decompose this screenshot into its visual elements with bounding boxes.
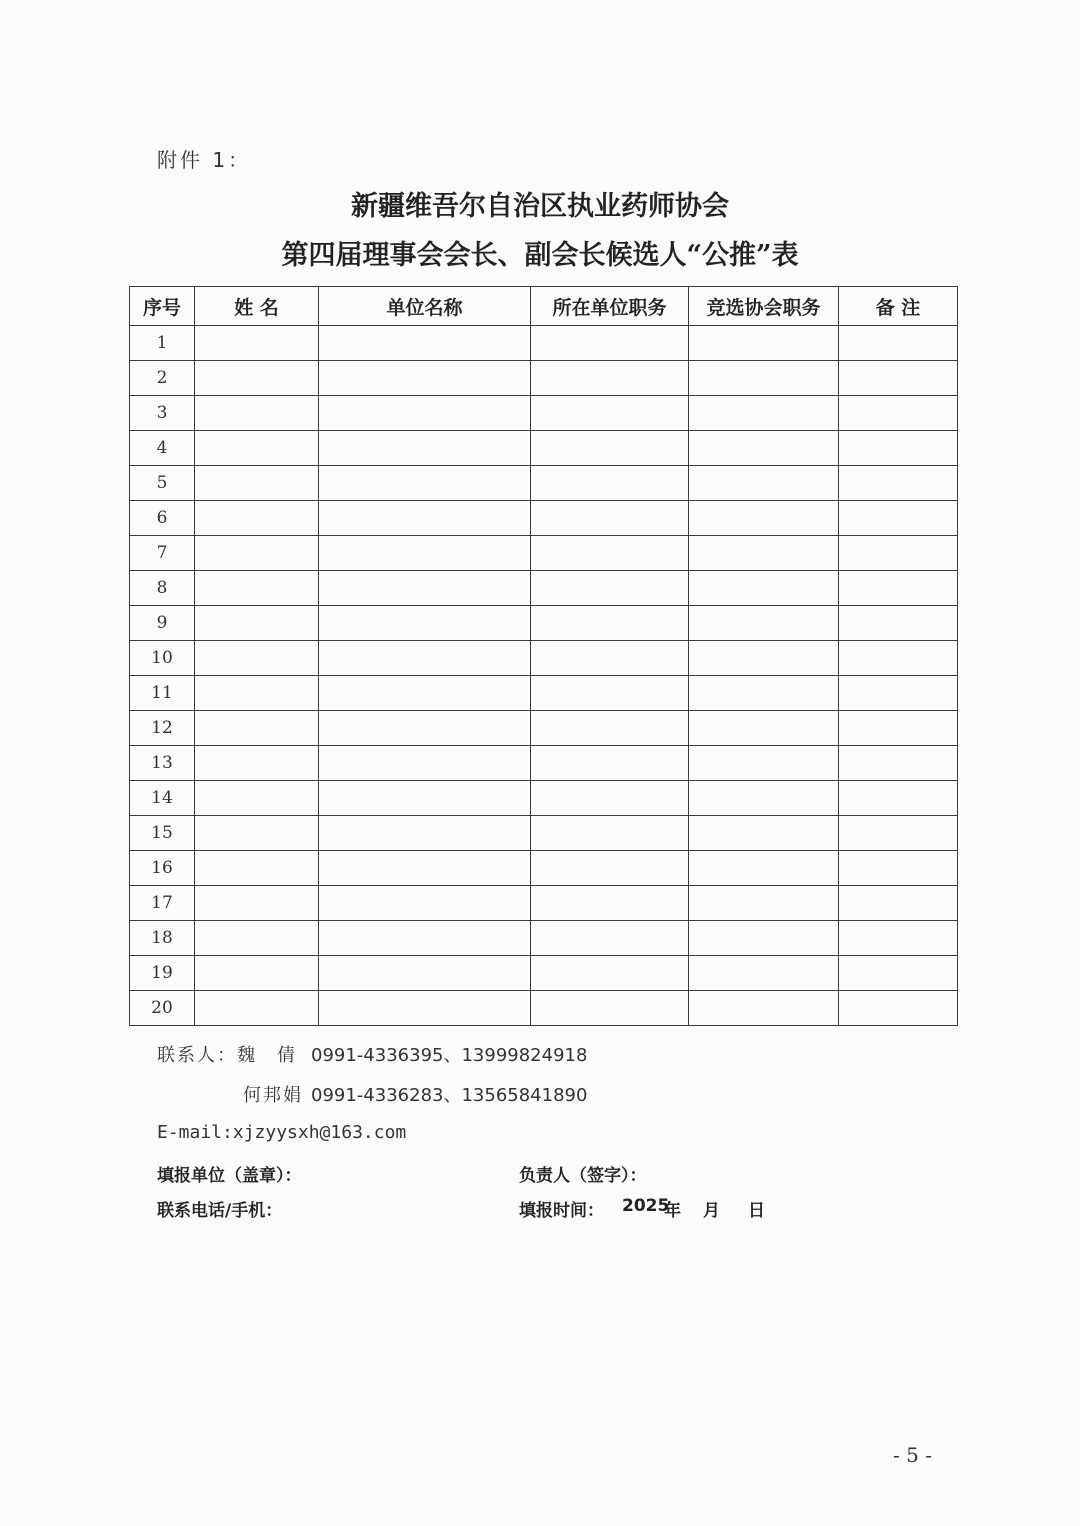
table-row	[130, 571, 958, 606]
name-cell[interactable]	[195, 746, 319, 781]
association-position-cell[interactable]	[689, 781, 839, 816]
row-serial-number: 15	[130, 816, 195, 851]
unit-position-cell[interactable]	[531, 361, 689, 396]
remarks-cell[interactable]	[839, 396, 958, 431]
unit-name-cell[interactable]	[319, 781, 531, 816]
table-row	[130, 326, 958, 361]
unit-name-cell[interactable]	[319, 536, 531, 571]
row-serial-number: 5	[130, 466, 195, 501]
association-position-cell[interactable]	[689, 956, 839, 991]
table-row	[130, 921, 958, 956]
table-header-row	[130, 287, 958, 326]
table-row	[130, 431, 958, 466]
unit-name-cell[interactable]	[319, 676, 531, 711]
association-position-cell[interactable]	[689, 711, 839, 746]
unit-position-cell[interactable]	[531, 746, 689, 781]
unit-name-cell[interactable]	[319, 921, 531, 956]
table-row	[130, 886, 958, 921]
row-serial-number: 7	[130, 536, 195, 571]
reporting-year-value: 2025	[622, 1196, 670, 1216]
association-position-cell[interactable]	[689, 536, 839, 571]
name-cell[interactable]	[195, 991, 319, 1026]
association-position-cell[interactable]	[689, 886, 839, 921]
row-serial-number: 18	[130, 921, 195, 956]
table-row	[130, 606, 958, 641]
remarks-cell[interactable]	[839, 606, 958, 641]
unit-name-cell[interactable]	[319, 746, 531, 781]
unit-position-cell[interactable]	[531, 921, 689, 956]
name-cell[interactable]	[195, 501, 319, 536]
name-cell[interactable]	[195, 816, 319, 851]
attachment-label: 附件 1：	[157, 148, 252, 172]
remarks-cell[interactable]	[839, 816, 958, 851]
row-serial-number: 4	[130, 431, 195, 466]
unit-position-cell[interactable]	[531, 676, 689, 711]
row-serial-number: 19	[130, 956, 195, 991]
unit-name-cell[interactable]	[319, 641, 531, 676]
table-row	[130, 466, 958, 501]
header-unit-position: 所在单位职务	[531, 287, 689, 326]
header-association-position: 竞选协会职务	[689, 287, 839, 326]
remarks-cell[interactable]	[839, 991, 958, 1026]
row-serial-number: 17	[130, 886, 195, 921]
remarks-cell[interactable]	[839, 361, 958, 396]
table-row	[130, 746, 958, 781]
unit-position-cell[interactable]	[531, 606, 689, 641]
table-row	[130, 991, 958, 1026]
name-cell[interactable]	[195, 921, 319, 956]
unit-name-cell[interactable]	[319, 816, 531, 851]
association-position-cell[interactable]	[689, 921, 839, 956]
remarks-cell[interactable]	[839, 641, 958, 676]
header-unit-name: 单位名称	[319, 287, 531, 326]
remarks-cell[interactable]	[839, 851, 958, 886]
contact-person-2-phones: 0991-4336283、13565841890	[311, 1085, 588, 1106]
association-position-cell[interactable]	[689, 851, 839, 886]
remarks-cell[interactable]	[839, 781, 958, 816]
row-serial-number: 10	[130, 641, 195, 676]
document-subtitle: 第四届理事会会长、副会长候选人“公推”表	[281, 240, 799, 271]
unit-position-cell[interactable]	[531, 781, 689, 816]
name-cell[interactable]	[195, 851, 319, 886]
row-serial-number: 6	[130, 501, 195, 536]
contact-person-1-name: 魏 倩	[237, 1045, 297, 1066]
table-row	[130, 501, 958, 536]
unit-position-cell[interactable]	[531, 711, 689, 746]
unit-name-cell[interactable]	[319, 396, 531, 431]
unit-name-cell[interactable]	[319, 991, 531, 1026]
remarks-cell[interactable]	[839, 536, 958, 571]
table-row	[130, 676, 958, 711]
remarks-cell[interactable]	[839, 956, 958, 991]
association-position-cell[interactable]	[689, 466, 839, 501]
row-serial-number: 16	[130, 851, 195, 886]
remarks-cell[interactable]	[839, 571, 958, 606]
unit-name-cell[interactable]	[319, 466, 531, 501]
unit-name-cell[interactable]	[319, 431, 531, 466]
remarks-cell[interactable]	[839, 676, 958, 711]
association-position-cell[interactable]	[689, 396, 839, 431]
name-cell[interactable]	[195, 641, 319, 676]
remarks-cell[interactable]	[839, 886, 958, 921]
table-row	[130, 396, 958, 431]
unit-position-cell[interactable]	[531, 851, 689, 886]
unit-name-cell[interactable]	[319, 851, 531, 886]
remarks-cell[interactable]	[839, 326, 958, 361]
name-cell[interactable]	[195, 956, 319, 991]
table-row	[130, 956, 958, 991]
document-title: 新疆维吾尔自治区执业药师协会	[351, 191, 729, 222]
unit-position-cell[interactable]	[531, 571, 689, 606]
contact-email: E-mail:xjzyysxh@163.com	[157, 1122, 407, 1143]
association-position-cell[interactable]	[689, 326, 839, 361]
unit-position-cell[interactable]	[531, 816, 689, 851]
name-cell[interactable]	[195, 536, 319, 571]
remarks-cell[interactable]	[839, 921, 958, 956]
name-cell[interactable]	[195, 781, 319, 816]
name-cell[interactable]	[195, 886, 319, 921]
responsible-person-label: 负责人（签字）：	[519, 1166, 647, 1186]
unit-position-cell[interactable]	[531, 326, 689, 361]
association-position-cell[interactable]	[689, 361, 839, 396]
unit-name-cell[interactable]	[319, 886, 531, 921]
unit-name-cell[interactable]	[319, 571, 531, 606]
remarks-cell[interactable]	[839, 466, 958, 501]
unit-position-cell[interactable]	[531, 641, 689, 676]
reporting-year-unit: 年	[664, 1201, 681, 1221]
unit-position-cell[interactable]	[531, 501, 689, 536]
table-row	[130, 361, 958, 396]
page-number: - 5 -	[893, 1443, 932, 1467]
row-serial-number: 12	[130, 711, 195, 746]
unit-name-cell[interactable]	[319, 711, 531, 746]
contact-phone-label: 联系电话/手机：	[157, 1201, 283, 1221]
name-cell[interactable]	[195, 606, 319, 641]
candidate-table	[129, 286, 958, 1026]
unit-name-cell[interactable]	[319, 326, 531, 361]
contact-person-2-name: 何邦娟	[243, 1085, 303, 1106]
row-serial-number: 14	[130, 781, 195, 816]
name-cell[interactable]	[195, 676, 319, 711]
table-row	[130, 851, 958, 886]
association-position-cell[interactable]	[689, 641, 839, 676]
header-serial-number: 序号	[130, 287, 195, 326]
row-serial-number: 8	[130, 571, 195, 606]
association-position-cell[interactable]	[689, 816, 839, 851]
table-row	[130, 711, 958, 746]
row-serial-number: 1	[130, 326, 195, 361]
unit-name-cell[interactable]	[319, 956, 531, 991]
association-position-cell[interactable]	[689, 501, 839, 536]
contact-person-1-phones: 0991-4336395、13999824918	[311, 1045, 588, 1066]
remarks-cell[interactable]	[839, 431, 958, 466]
reporting-month-unit: 月	[703, 1201, 720, 1221]
name-cell[interactable]	[195, 326, 319, 361]
unit-position-cell[interactable]	[531, 466, 689, 501]
reporting-date-label: 填报时间：	[519, 1201, 604, 1221]
row-serial-number: 3	[130, 396, 195, 431]
header-remarks: 备 注	[839, 287, 958, 326]
unit-position-cell[interactable]	[531, 886, 689, 921]
table-row	[130, 536, 958, 571]
unit-name-cell[interactable]	[319, 606, 531, 641]
unit-name-cell[interactable]	[319, 501, 531, 536]
row-serial-number: 11	[130, 676, 195, 711]
association-position-cell[interactable]	[689, 676, 839, 711]
unit-name-cell[interactable]	[319, 361, 531, 396]
reporting-day-unit: 日	[748, 1201, 765, 1221]
name-cell[interactable]	[195, 361, 319, 396]
row-serial-number: 9	[130, 606, 195, 641]
remarks-cell[interactable]	[839, 711, 958, 746]
table-row	[130, 641, 958, 676]
row-serial-number: 20	[130, 991, 195, 1026]
unit-position-cell[interactable]	[531, 431, 689, 466]
remarks-cell[interactable]	[839, 746, 958, 781]
association-position-cell[interactable]	[689, 746, 839, 781]
name-cell[interactable]	[195, 571, 319, 606]
association-position-cell[interactable]	[689, 431, 839, 466]
name-cell[interactable]	[195, 711, 319, 746]
header-name: 姓 名	[195, 287, 319, 326]
remarks-cell[interactable]	[839, 501, 958, 536]
contact-person-label	[157, 1041, 297, 1067]
unit-position-cell[interactable]	[531, 396, 689, 431]
table-body	[130, 326, 958, 1026]
table-row	[130, 816, 958, 851]
contact-label-text: 联系人：	[157, 1045, 237, 1066]
table-row	[130, 781, 958, 816]
unit-position-cell[interactable]	[531, 536, 689, 571]
name-cell[interactable]	[195, 431, 319, 466]
association-position-cell[interactable]	[689, 991, 839, 1026]
name-cell[interactable]	[195, 466, 319, 501]
reporting-unit-label: 填报单位（盖章）：	[157, 1166, 302, 1186]
unit-position-cell[interactable]	[531, 991, 689, 1026]
association-position-cell[interactable]	[689, 571, 839, 606]
association-position-cell[interactable]	[689, 606, 839, 641]
row-serial-number: 13	[130, 746, 195, 781]
unit-position-cell[interactable]	[531, 956, 689, 991]
name-cell[interactable]	[195, 396, 319, 431]
row-serial-number: 2	[130, 361, 195, 396]
